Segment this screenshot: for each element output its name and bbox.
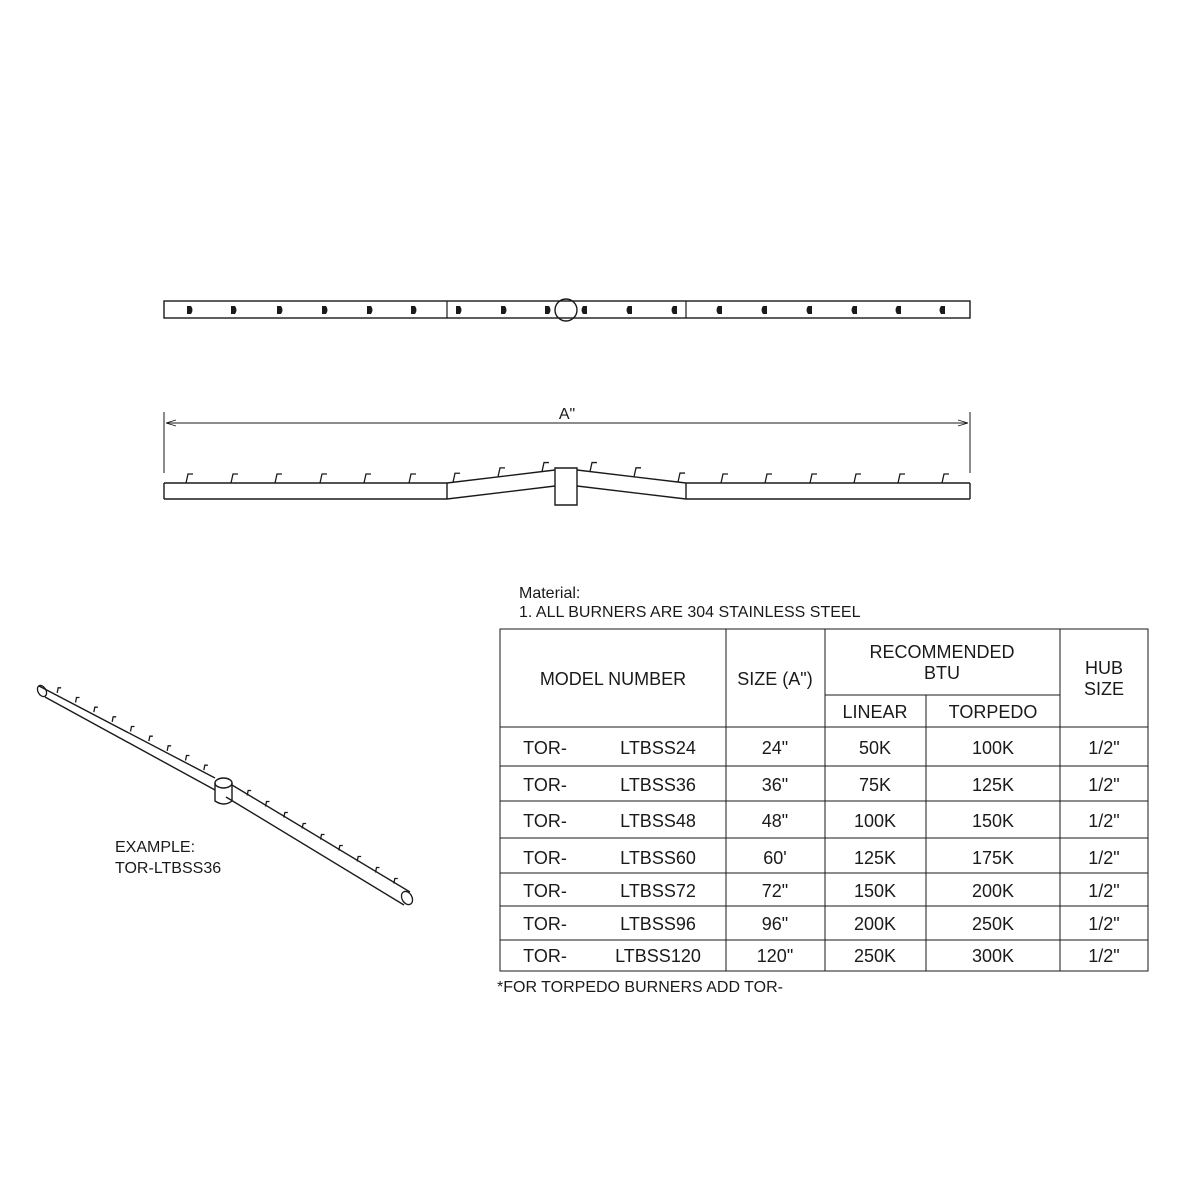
dimension-a: [164, 406, 970, 473]
cell-size: 48": [761, 811, 789, 831]
port-mark: [456, 306, 462, 314]
port-mark: [411, 306, 417, 314]
port-mark: [762, 306, 768, 314]
side-port: [810, 474, 817, 483]
port-mark: [322, 306, 328, 314]
side-port: [320, 474, 327, 483]
cell-prefix: TOR-: [523, 775, 567, 795]
side-port: [942, 474, 949, 483]
port-mark: [231, 306, 237, 314]
port-mark: [717, 306, 723, 314]
cell-model: LTBSS96: [620, 914, 696, 934]
cell-prefix: TOR-: [523, 946, 567, 966]
side-port: [231, 474, 238, 483]
cell-linear: 200K: [853, 914, 897, 934]
side-port: [854, 474, 861, 483]
side-port: [765, 474, 772, 483]
header-hub-line2: SIZE: [1083, 679, 1125, 699]
port-mark: [367, 306, 373, 314]
cell-model: LTBSS60: [620, 848, 696, 868]
side-port: [721, 474, 728, 483]
port-mark: [807, 306, 813, 314]
cell-torpedo: 100K: [971, 738, 1015, 758]
header-recommended-line1: RECOMMENDED: [869, 642, 1015, 662]
top-view-tube: [164, 301, 970, 318]
iso-port: [94, 707, 98, 712]
cell-size: 36": [761, 775, 789, 795]
port-mark: [940, 306, 946, 314]
port-mark: [501, 306, 507, 314]
cell-hub: 1/2": [1088, 848, 1120, 868]
table-row: [523, 848, 1120, 868]
iso-port: [131, 727, 135, 732]
cell-size: 72": [761, 881, 789, 901]
material-note: 1. ALL BURNERS ARE 304 STAINLESS STEEL: [519, 604, 861, 621]
iso-tube-right: [226, 785, 410, 905]
port-mark: [187, 306, 193, 314]
side-port: [678, 473, 685, 482]
cell-size: 24": [761, 738, 789, 758]
top-view: [164, 299, 970, 321]
cell-linear: 125K: [853, 848, 897, 868]
side-view-tube: [164, 468, 970, 505]
example-label: EXAMPLE:: [115, 839, 196, 856]
cell-prefix: TOR-: [523, 848, 567, 868]
material-heading: Material:: [519, 585, 581, 602]
port-mark: [545, 306, 551, 314]
top-view-ports: [187, 306, 945, 314]
iso-port: [149, 736, 153, 741]
side-port: [634, 468, 641, 477]
cell-hub: 1/2": [1088, 738, 1120, 758]
cell-hub: 1/2": [1088, 811, 1120, 831]
spec-table: [500, 629, 1148, 971]
iso-tube-end-left: [36, 684, 49, 698]
cell-torpedo: 125K: [971, 775, 1015, 795]
cell-torpedo: 300K: [971, 946, 1015, 966]
header-recommended-line2: BTU: [924, 663, 960, 683]
port-mark: [672, 306, 678, 314]
header-model-number: MODEL NUMBER: [539, 669, 687, 689]
table-row: [523, 811, 1120, 831]
isometric-example: [36, 684, 415, 907]
iso-port: [57, 688, 61, 693]
side-port: [275, 474, 282, 483]
cell-linear: 100K: [853, 811, 897, 831]
side-port: [186, 474, 193, 483]
cell-torpedo: 200K: [971, 881, 1015, 901]
cell-model: LTBSS24: [620, 738, 696, 758]
cell-hub: 1/2": [1088, 914, 1120, 934]
cell-hub: 1/2": [1088, 881, 1120, 901]
table-row: [523, 775, 1120, 795]
iso-tube-left: [39, 686, 215, 790]
cell-model: LTBSS48: [620, 811, 696, 831]
side-port: [409, 474, 416, 483]
port-mark: [582, 306, 588, 314]
iso-port: [112, 717, 116, 722]
iso-port: [76, 698, 80, 703]
table-row: [523, 738, 1120, 758]
cell-linear: 50K: [858, 738, 892, 758]
cell-model: LTBSS72: [620, 881, 696, 901]
cell-size: 96": [761, 914, 789, 934]
table-row: [523, 914, 1120, 934]
header-linear: LINEAR: [842, 702, 908, 722]
cell-hub: 1/2": [1088, 775, 1120, 795]
cell-linear: 150K: [853, 881, 897, 901]
cell-torpedo: 175K: [971, 848, 1015, 868]
cell-prefix: TOR-: [523, 914, 567, 934]
cell-prefix: TOR-: [523, 811, 567, 831]
iso-hub-top: [215, 778, 232, 788]
example-model: TOR-LTBSS36: [115, 860, 222, 877]
header-torpedo: TORPEDO: [948, 702, 1038, 722]
side-port: [364, 474, 371, 483]
iso-port: [204, 765, 208, 770]
side-view: [164, 463, 970, 505]
header-hub-line1: HUB: [1084, 658, 1124, 678]
table-body: [523, 738, 1120, 966]
cell-size: 60': [763, 848, 787, 868]
table-row: [523, 881, 1120, 901]
cell-torpedo: 150K: [971, 811, 1015, 831]
port-mark: [896, 306, 902, 314]
cell-linear: 250K: [853, 946, 897, 966]
table-row: [523, 946, 1120, 966]
cell-size: 120": [756, 946, 794, 966]
side-port: [898, 474, 905, 483]
dimension-label: A": [558, 406, 576, 423]
header-size: SIZE (A"): [737, 669, 813, 689]
cell-prefix: TOR-: [523, 738, 567, 758]
port-mark: [277, 306, 283, 314]
port-mark: [627, 306, 633, 314]
side-view-ports: [186, 463, 949, 483]
cell-model: LTBSS36: [620, 775, 696, 795]
cell-prefix: TOR-: [523, 881, 567, 901]
iso-port: [186, 756, 190, 761]
iso-port: [167, 746, 171, 751]
cell-torpedo: 250K: [971, 914, 1015, 934]
port-mark: [852, 306, 858, 314]
cell-linear: 75K: [858, 775, 892, 795]
side-port: [590, 463, 597, 472]
torpedo-footnote: *FOR TORPEDO BURNERS ADD TOR-: [497, 979, 783, 996]
cell-model: LTBSS120: [615, 946, 701, 966]
cell-hub: 1/2": [1088, 946, 1120, 966]
